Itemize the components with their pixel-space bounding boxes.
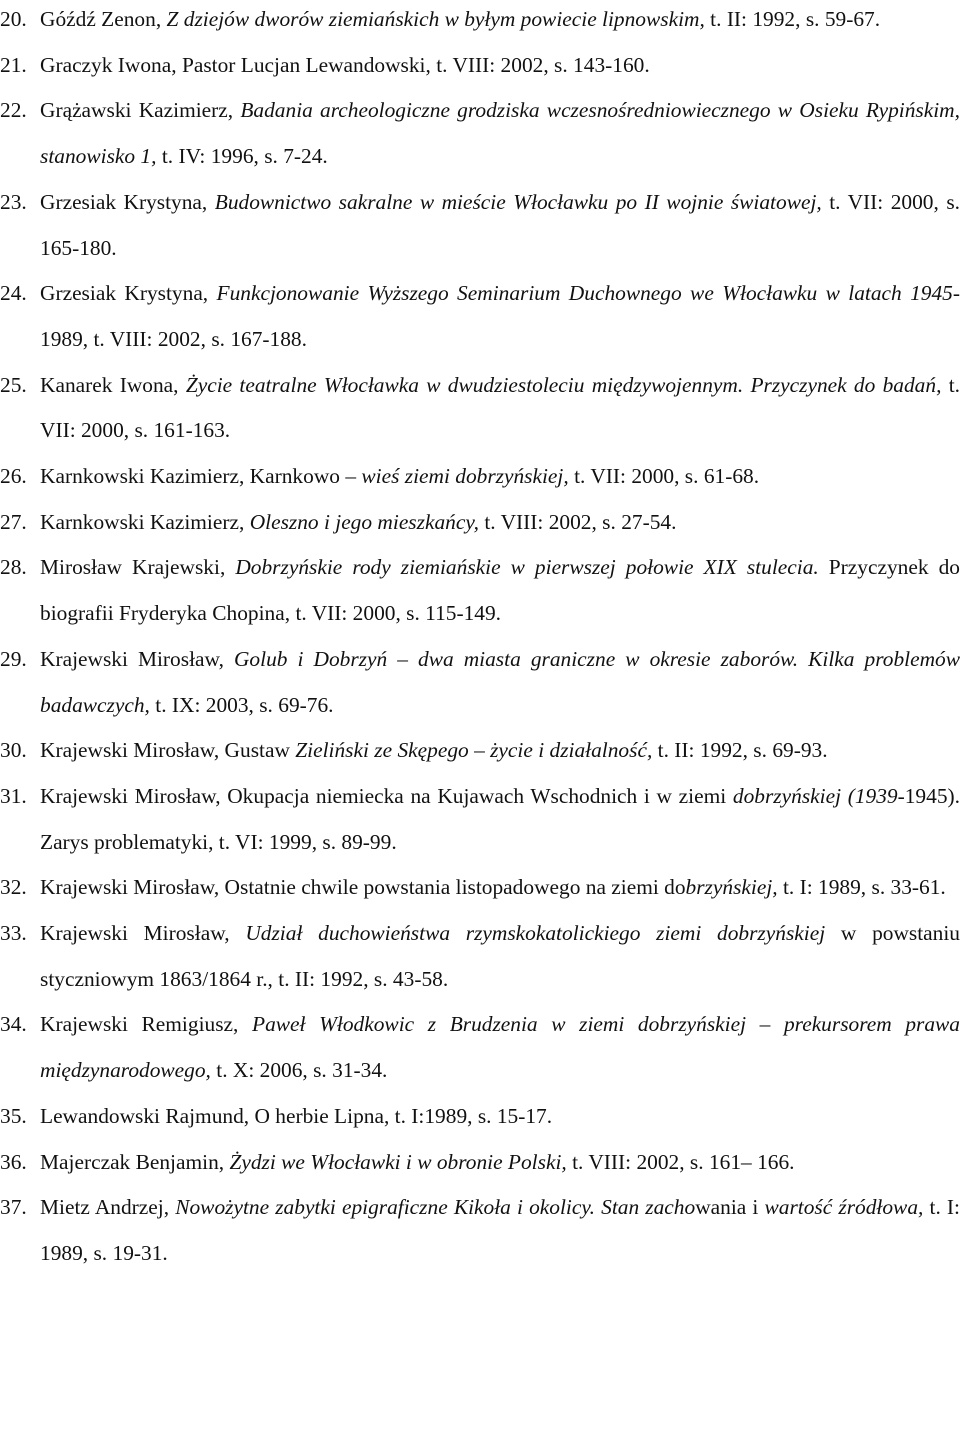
entry-number: 26.	[0, 464, 27, 489]
entry-citation	[40, 1002, 960, 1093]
citation-title-italic: Oleszno i jego mieszkańcy,	[249, 509, 479, 534]
citation-text: Krajewski Mirosław,	[40, 921, 246, 946]
citation-text: Grążawski Kazimierz,	[40, 98, 241, 123]
citation-title-italic: Paweł Włodkowic z Brudzenia w ziemi dobrzyńskiej – prekursorem prawa międzynarodowego,	[40, 1012, 960, 1083]
entry-number: 27.	[0, 509, 27, 534]
citation-text: wania i	[695, 1195, 765, 1220]
entry-number: 33.	[0, 921, 27, 946]
bibliography-entry	[0, 88, 960, 179]
citation-title-italic: Budownictwo sakralne w mieście Włocławku po II wojnie światowej,	[214, 189, 822, 214]
citation-text: t. X: 2006, s. 31-34.	[210, 1058, 388, 1083]
citation-text: Kanarek Iwona,	[40, 372, 186, 397]
entry-citation	[40, 1140, 960, 1186]
citation-title-italic: Dobrzyńskie rody ziemiańskie w pierwszej połowie XIX stulecia.	[235, 555, 819, 580]
entry-citation	[40, 545, 960, 636]
entry-citation	[40, 454, 960, 500]
citation-text: -1945). Zarys problematyki, t. VI: 1999, s. 89-99.	[40, 783, 960, 854]
citation-title-italic: Nowożytne zabytki epigraficzne Kikoła i okolicy. Stan zacho	[175, 1195, 696, 1220]
bibliography-entry	[0, 865, 960, 911]
citation-text: Krajewski Remigiusz,	[40, 1012, 252, 1037]
citation-text: Krajewski Mirosław, Ostatnie chwile powstania listopadowego na ziemi do	[40, 875, 686, 900]
entry-number: 21.	[0, 52, 27, 77]
entry-citation	[40, 728, 960, 774]
citation-title-italic: Życie teatralne Włocławka w dwudziestoleciu międzywojennym. Przyczynek do badań,	[185, 372, 942, 397]
citation-text: -1989, t. VIII: 2002, s. 167-188.	[40, 281, 960, 351]
entry-citation	[40, 500, 960, 546]
citation-title-italic: Golub i Dobrzyń – dwa miasta graniczne w okresie zaborów. Kilka problemów badawczych,	[40, 646, 960, 717]
entry-number: 32.	[0, 875, 27, 900]
entry-number: 34.	[0, 1012, 27, 1037]
bibliography-entry	[0, 774, 960, 865]
citation-text: t. VIII: 2002, s. 161– 166.	[566, 1149, 795, 1174]
citation-text: t. II: 1992, s. 59-67.	[704, 7, 881, 31]
citation-title-italic: Żydzi we Włocławki i w obronie Polski,	[229, 1149, 567, 1174]
citation-text: Góźdź Zenon,	[40, 7, 167, 31]
entry-number: 24.	[0, 281, 27, 306]
citation-text: t. VII: 2000, s. 161-163.	[40, 372, 960, 443]
citation-text: Krajewski Mirosław,	[40, 646, 234, 671]
bibliography-entry	[0, 545, 960, 636]
bibliography-entry	[0, 637, 960, 728]
citation-text: t. VII: 2000, s. 61-68.	[568, 464, 760, 489]
citation-text: t. I: 1989, s. 33-61.	[777, 875, 946, 900]
citation-title-italic: dobrzyńskiej (1939	[732, 783, 898, 808]
bibliography-entry	[0, 271, 960, 362]
entry-citation	[40, 363, 960, 454]
citation-text: Graczyk Iwona, Pastor Lucjan Lewandowski, t. VIII: 2002, s. 143-160.	[40, 52, 650, 77]
citation-text: t. I: 1989, s. 19-31.	[40, 1195, 960, 1265]
bibliography-entry	[0, 728, 960, 774]
entry-number: 25.	[0, 372, 27, 397]
entry-citation	[40, 865, 960, 911]
citation-title-italic: Funkcjonowanie Wyższego Seminarium Duchownego we Włocławku w latach 1945	[216, 281, 953, 306]
entry-number: 36.	[0, 1149, 27, 1174]
citation-title-italic: Zieliński ze Skępego – życie i działalność,	[295, 738, 653, 763]
citation-title-italic: Badania archeologiczne grodziska wczesnośredniowiecznego w Osieku Rypińskim, stanowisko 1,	[40, 98, 960, 169]
citation-text: Lewandowski Rajmund, O herbie Lipna, t. I:1989, s. 15-17.	[40, 1103, 553, 1128]
bibliography-entry	[0, 1002, 960, 1093]
citation-text: Przyczynek do biografii Fryderyka Chopina, t. VII: 2000, s. 115-149.	[40, 555, 960, 626]
entry-number: 37.	[0, 1195, 27, 1220]
citation-text: Mietz Andrzej,	[40, 1195, 176, 1220]
citation-title-italic: Udział duchowieństwa rzymskokatolickiego ziemi dobrzyńskiej	[245, 921, 826, 946]
entry-citation	[40, 774, 960, 865]
entry-citation	[40, 180, 960, 271]
entry-citation	[40, 911, 960, 1002]
bibliography-entry	[0, 911, 960, 1002]
bibliography-entry	[0, 500, 960, 546]
citation-text: Krajewski Mirosław, Gustaw	[40, 738, 296, 763]
citation-text: t. IV: 1996, s. 7-24.	[156, 144, 328, 169]
citation-text: Grzesiak Krystyna,	[40, 189, 215, 214]
citation-text: t. VII: 2000, s. 165-180.	[40, 189, 960, 260]
citation-text: t. IX: 2003, s. 69-76.	[149, 692, 334, 717]
citation-text: Karnkowski Kazimierz,	[40, 509, 250, 534]
entry-number: 28.	[0, 555, 27, 580]
bibliography-entry	[0, 363, 960, 454]
bibliography-entry	[0, 1140, 960, 1186]
entry-citation	[40, 637, 960, 728]
citation-title-italic: brzyńskiej,	[685, 875, 778, 900]
citation-title-italic: Z dziejów dworów ziemiańskich w byłym powiecie lipnowskim,	[166, 7, 705, 31]
citation-text: Grzesiak Krystyna,	[40, 281, 217, 306]
bibliography-entry	[0, 0, 960, 43]
bibliography-entry	[0, 1185, 960, 1276]
entry-citation	[40, 271, 960, 362]
citation-text: Majerczak Benjamin,	[40, 1149, 230, 1174]
citation-text: t. II: 1992, s. 69-93.	[652, 738, 828, 763]
entry-number: 35.	[0, 1103, 27, 1128]
entry-number: 22.	[0, 98, 27, 123]
entry-citation	[40, 0, 960, 43]
citation-text: Krajewski Mirosław, Okupacja niemiecka na Kujawach Wschodnich i w ziemi	[40, 783, 733, 808]
entry-number: 20.	[0, 7, 27, 31]
citation-text: Karnkowski Kazimierz, Karnkowo –	[40, 464, 362, 489]
bibliography-entry	[0, 180, 960, 271]
citation-title-italic: wieś ziemi dobrzyńskiej,	[361, 464, 569, 489]
entry-number: 30.	[0, 738, 27, 763]
bibliography-entry	[0, 43, 960, 89]
entry-number: 31.	[0, 783, 27, 808]
entry-number: 29.	[0, 646, 27, 671]
bibliography-entry	[0, 454, 960, 500]
entry-citation	[40, 1185, 960, 1276]
citation-title-italic: wartość źródłowa,	[764, 1195, 924, 1220]
entry-citation	[40, 43, 960, 89]
bibliography-entry	[0, 1094, 960, 1140]
citation-text: Mirosław Krajewski,	[40, 555, 236, 580]
entry-number: 23.	[0, 189, 27, 214]
entry-citation	[40, 88, 960, 179]
citation-text: w powstaniu styczniowym 1863/1864 r., t. II: 1992, s. 43-58.	[40, 921, 960, 991]
citation-text: t. VIII: 2002, s. 27-54.	[479, 509, 677, 534]
entry-citation	[40, 1094, 960, 1140]
